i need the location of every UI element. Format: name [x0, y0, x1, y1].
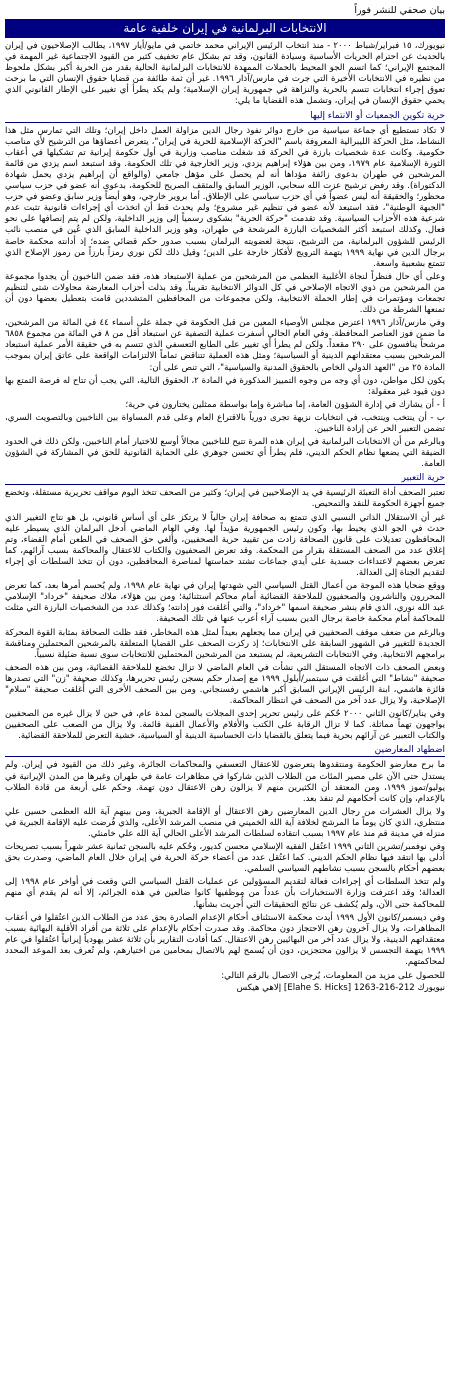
body-paragraph: وفي يناير/كانون الثاني ٢٠٠٠ حُكم على رئيس تحرير إحدى المجلات بالسجن لمدة عام، في حين لا يزال غيره من الصحفيين يواجهون تهماً مماثلة. كما لا تزال الرقابة على الكتب والأفلام والأعمال الفنية قائمة. ولا يزال من الصعب على الصحفيين والكتاب التعبير عن آرائهم بحرية فيما يتعلق بالقضايا ذات الحساسية الدينية أو السياسية، خشية التعرض للملاحقة القضائية. — [5, 709, 445, 742]
intro-paragraph: نيويورك، ١٥ فبراير/شباط ٢٠٠٠ - منذ انتخاب الرئيس الإيراني محمد خاتمي في مايو/أيار ١٩٩٧، يطالب الإصلاحيون في إيران بالحديث عن احترام الحريات الأساسية وسيادة القانون، وقد تم بشكل عام تخفيف كثير من القيود الاجتماعية غير المهمة في المجتمع الإيراني؛ كما اتسم الجو المحيط بالحملات الممهدة للانتخابات البرلمانية الحالية بقدر من الحرية أكبر بشكل ملحوظ من نظيره في الانتخابات الأخيرة التي جرت في مارس/آذار ١٩٩٦. غير أن ثمة طائفة من قضايا حقوق الإنسان التي ما برحت تعوق إجراء انتخابات تتسم بالحرية والنزاهة في جمهورية إيران الإسلامية؛ ولم يكد يطرأ أي تغيير على الإطار القانوني الذي يحمي حقوق الإنسان في إيران، وتشمل هذه القضايا ما يلي: — [5, 41, 446, 107]
body-paragraph: ووقع ضحايا هذه الموجة من أعمال القتل السياسي التي شهدتها إيران في نهاية عام ١٩٩٨، ولم يُحسم أمرها بعد، كما تعرض المحررون والناشرون والصحفيون للملاحقة القضائية أمام محاكم استثنائية؛ ومن بين هؤلاء، ملاك صحيفة "خرداد" الإسلامي عبد الله نوري، الذي قام بنشر صحيفة اسمها "خرداد"، والتي أغلقت فور إدانته؛ وكذلك عدد من الشخصيات البارزة التي مثلت للمحاكمة أمام محكمة خاصة برجال الدين بسبب آراء أعرب عنها في تلك الصحيفة. — [5, 581, 445, 625]
body-paragraph: لا تكاد تستطيع أي جماعة سياسية من خارج دوائر نفوذ رجال الدين مزاولة العمل داخل إيران؛ وتلك التي تمارس مثل هذا النشاط، مثل الحركة الليبرالية المعروفة باسم "الحركة الإسلامية للحرية في إيران"، يتعرض أعضاؤها من الترشيح لأي مناصب حكومية. وكانت عدة شخصيات بارزة في الحركة قد شغلت مناصب وزارية في أول حكومة إيرانية تم تشكيلها في أعقاب الثورة الإسلامية عام ١٩٧٩، ومن بين هؤلاء إبراهيم يزدي، وزير الخارجية في تلك الحكومة. وقد استبعد اسم يزدي من قائمة المرشحين في طهران بدعوى زائفة مؤداها أنه لم يحصل على مؤهل جامعي (والواقع أن إبراهيم يزدي يحمل شهادة الدكتوراة). وقد رفض ترشيح عزت الله سحابي، الوزير السابق والمثقف الصريح للحكومة، بدعوى أنه عضو في حزب سياسي محظور؛ والحقيقة أنه ليس عضواً في أي حزب سياسي على الإطلاق. أما بروير خارجي، وهو أيضاً وزير سابق وعضو في حزب "الجبهة الوطنية"، فقد استبعد لأنه عضو في تنظيم غير مشروع؛ ولم يحدث قط أن اتخذت أي إجراءات قانونية تثبت عدم شرعية هذه الأحزاب السياسية. وقد تقدمت "حركة الحرية" بشكوى رسمياً إلى وزير الداخلية، ولكن لم يتم إنصافها على نحو فعال. وكذلك استبعد أكثر الشخصيات البارزة المرشحة في طهران، وهو وزير الداخلية السابق الذي عُين في منصب نائب الرئيس للشؤون البرلمانية، من الترشيح، نتيجة لعضويته البرلمان بسبب صدور حكم قضائي ضده؛ إذ أدانته محكمة خاصة برجال الدين في نهاية ١٩٩٩ بتهمة الترويج لأفكار خارجة على الدين؛ وقيل ذلك لكن نوري رمزاً بارزاً من رموز الإصلاح الذي تتمتع بشعبية واسعة. — [5, 125, 446, 269]
body-paragraph: وبالرغم من ضعف موقف الصحفيين في إيران مما يجعلهم بعيداً لمثل هذه المخاطر، فقد ظلت الصحافة بمثابة القوة المحركة الجديدة للتغيير في الشهور السابقة على الانتخابات؛ إذ ركزت الصحف على القضايا المتعلقة بالمرشحين المحتملين ومناقشة برامجهم الانتخابية. وفي الانتخابات التشريعية، لم يستبعد من المرشحين المحتملين للانتخابات سوى نسبة ضئيلة نسبياً. — [5, 627, 445, 660]
section-heading-freedom-of-association: حرية تكوين الجمعيات أو الانتماء إليها — [5, 110, 445, 123]
section-heading-persecution-of-dissidents: اضطهاد المعارضين — [5, 744, 445, 757]
body-paragraph: وفي ديسمبر/كانون الأول ١٩٩٩ أيدت محكمة الاستئناف أحكام الإعدام الصادرة بحق عدد من الطلاب الذين اعتُقلوا في أعقاب المظاهرات، ولا يزال آخرون رهن الاحتجاز دون محاكمة. وقد صدرت أحكام بالإعدام على ثلاثة من أفراد الأقلية البهائية بسبب معتقداتهم الدينية، ولا يزال عدد آخر من البهائيين رهن الاعتقال. كما أفادت التقارير بأن ثلاثة عشر يهودياً إيرانياً اعتُقلوا في عام ١٩٩٩ بتهمة التجسس لا يزالون محتجزين، دون أن يُسمح لهم بالاتصال بمحامين من اختيارهم، ولم تُعرف بعد الموعد المحدد لمحاكمتهم. — [5, 912, 445, 968]
body-paragraph: وبالرغم من أن الانتخابات البرلمانية في إيران هذه المرة تتيح للناخبين مجالاً أوسع للاختيار أمام الناخبين، ولكن ذلك في الحدود الضيقة التي يضعها نظام الحكم الديني، فلم يطرأ أي تحسن جوهري على الحماية القانونية للحق في المشاركة في الشؤون العامة. — [5, 437, 445, 470]
contact-block — [5, 971, 445, 994]
body-paragraph: ما برح معارضو الحكومة ومنتقدوها يتعرضون للاعتقال التعسفي والمحاكمات الجائرة، وغير ذلك من القيود في إيران. ولم يستدل حتى الآن على مصير المئات من الطلاب الذين شاركوا في مظاهرات عامة في طهران وغيرها من المدن الإيرانية في يوليو/تموز ١٩٩٩، ومن المعتقد أن الكثيرين منهم لا يزالون رهن الاعتقال دون تهمة. وحكم على أربعة من قادة الطلاب بالإعدام، وإن كانت أحكامهم لم تنفذ بعد. — [5, 760, 446, 804]
quoted-article-intro: يكون لكل مواطن، دون أي وجه من وجوه التمييز المذكورة في المادة ٢، الحقوق التالية، التي يجب أن تتاح له فرصة التمتع بها دون قيود غير معقولة: — [5, 375, 445, 397]
body-paragraph: ولم تتخذ السلطات أي إجراءات فعالة لتقديم المسؤولين عن عمليات القتل السياسي التي وقعت في أواخر عام ١٩٩٨ إلى العدالة؛ وقد اعترفت وزارة الاستخبارات بأن عدداً من موظفيها كانوا ضالعين في هذه الجرائم، إلا أنه لم يقدم أي منهم للمحاكمة حتى الآن، ولم يُكشف عن نتائج التحقيقات التي أُجريت بشأنها. — [5, 877, 445, 910]
body-paragraph: وفي نوفمبر/تشرين الثاني ١٩٩٩ اعتُقل الفقيه الإسلامي محسن كديور، وحُكم عليه بالسجن ثمانية عشر شهراً بسبب تصريحات أدلى بها انتقد فيها نظام الحكم الديني. كما اعتُقل عدد من أعضاء حركة الحرية في إيران خلال العام الماضي، وصدرت بحق بعضهم أحكام بالسجن بسبب نشاطهم السياسي السلمي. — [5, 842, 445, 875]
body-paragraph: وفي مارس/آذار ١٩٩٦ اعترض مجلس الأوصياء المعين من قبل الحكومة في جملة على أسماء ٤٤ في المائة من المرشحين، ما ضمن فوز العناصر المحافظة. وفي العام الحالي أسفرت عملية التصفية عن استبعاد أقل من ٨ في المائة من مجموع ٦٨٥٨ مرشحاً ينافسون على ٢٩٠ مقعداً. ولكن لم يطرأ أي تغيير على الطابع التعسفي الذي تتسم به في حقيقة الأمر عملية استبعاد المرشحين بسبب معتقداتهم الدينية أو السياسية؛ ومثل هذه العملية تتناقض تماماً الالتزامات الواقعة على عاتق إيران بموجب المادة ٢٥ من "العهد الدولي الخاص بالحقوق المدنية والسياسية"، التي تنص على أن: — [5, 318, 446, 373]
body-paragraph: غير أن الاستقلال الذاتي النسبي الذي تتمتع به صحافة إيران حالياً لا يرتكز على أي أساس قانوني، بل هو نتاج التغيير الذي حدث في الجو الذي يحيط بها، وكون رئيس الجمهورية مؤيداً لها. وفي العام الماضي أدخل البرلمان الذي يسيطر عليه المحافظون تعديلات على قانون الصحافة زادت من تقييد حرية الصحفيين، وأُلغي حق الصحف في الطعن أمام القضاء، وتم إغلاق عدد من الصحف المستقلة بقرار من المحكمة. وقد تعرض الصحفيون والكتاب للاعتقال والمحاكمة بسبب آرائهم، كما تعرض بعضهم لاعتداءات جسدية على أيدي جماعات تشتد حماستها لمناصرة المحافظين، دون أن تتخذ السلطات أي إجراء لتقديم الجناة إلى العدالة. — [5, 512, 445, 579]
quoted-article-item-a: أ - أن يشارك في إدارة الشؤون العامة، إما مباشرة وإما بواسطة ممثلين يختارون في حرية؛ — [125, 399, 445, 410]
section-heading-freedom-of-expression: حرية التعبير — [5, 472, 445, 485]
contact-intro: للحصول على مزيد من المعلومات، يُرجى الاتصال بالرقم التالي: — [221, 971, 445, 982]
page-title: الانتخابات البرلمانية في إيران خلفية عامة — [5, 19, 445, 38]
quoted-article-item-b: ب - أن ينتخب وينتخب، في انتخابات نزيهة تجرى دورياً بالاقتراع العام وعلى قدم المساواة بين الناخبين وبالتصويت السري، تضمن التعبير الحر عن إرادة الناخبين. — [5, 412, 445, 434]
body-paragraph: ولا يزال العشرات من رجال الدين المعارضين رهن الاعتقال أو الإقامة الجبرية، ومن بينهم آية الله العظمى حسين علي منتظري، الذي كان يوماً ما المرشح لخلافة آية الله الخميني في منصب المرشد الأعلى، والذي فُرضت عليه الإقامة الجبرية في منزله في مدينة قم منذ عام ١٩٩٧ بسبب انتقاده لسلطات المرشد الأعلى الحالي آية الله علي خامنئي. — [5, 806, 445, 839]
body-paragraph: وبعض الصحف ذات الاتجاه المستقل التي نشأت في العام الماضي لا تزال تخضع للملاحقة القضائية، ومن بين هذه الصحف صحيفة "نشاط" التي أغلقت في سبتمبر/أيلول ١٩٩٩ مع إصدار حكم بسجن رئيس تحريرها، وكذلك صحيفة "زن" التي تصدرها فائزة هاشمي، ابنة الرئيس الإيراني السابق أكبر هاشمي رفسنجاني. ومن بين الصحف الأخرى التي أُغلقت صحيفة "سلام" الإصلاحية، ولا يزال عدد آخر من الصحف في انتظار المحاكمة. — [5, 662, 445, 707]
body-paragraph: وعلى أي حال فنظراً لنجاة الأغلبية العظمى من المرشحين من عملية الاستبعاد هذه، فقد ضمن الناخبون أن يجدوا مجموعة من المرشحين من ذوي الاتجاه الإصلاحي في كل الدوائر الانتخابية تقريباً. وقد بذلت أحزاب المعارضة محاولات شتى لتنظيم تجمعات ومؤتمرات في إطار الحملة الانتخابية، ولكن مجموعات من المحافظين المتشددين قامت بتعطيل بعضها دون أن تمنعها الشرطة من ذلك. — [5, 271, 445, 316]
body-paragraph: تعتبر الصحف أداة التعبئة الرئيسية في يد الإصلاحيين في إيران؛ وكثير من الصحف تتخذ اليوم مواقف تحريرية مستقلة، وتخضع جميع أجهزة الحكومة للنقد والتمحيص. — [5, 488, 445, 510]
release-label: بيان صحفي للنشر فوراً — [354, 5, 445, 16]
contact-phone-line: نيويورك 212-216-1263 [Elahe S. Hicks] إلاهي هيكس — [236, 982, 445, 993]
